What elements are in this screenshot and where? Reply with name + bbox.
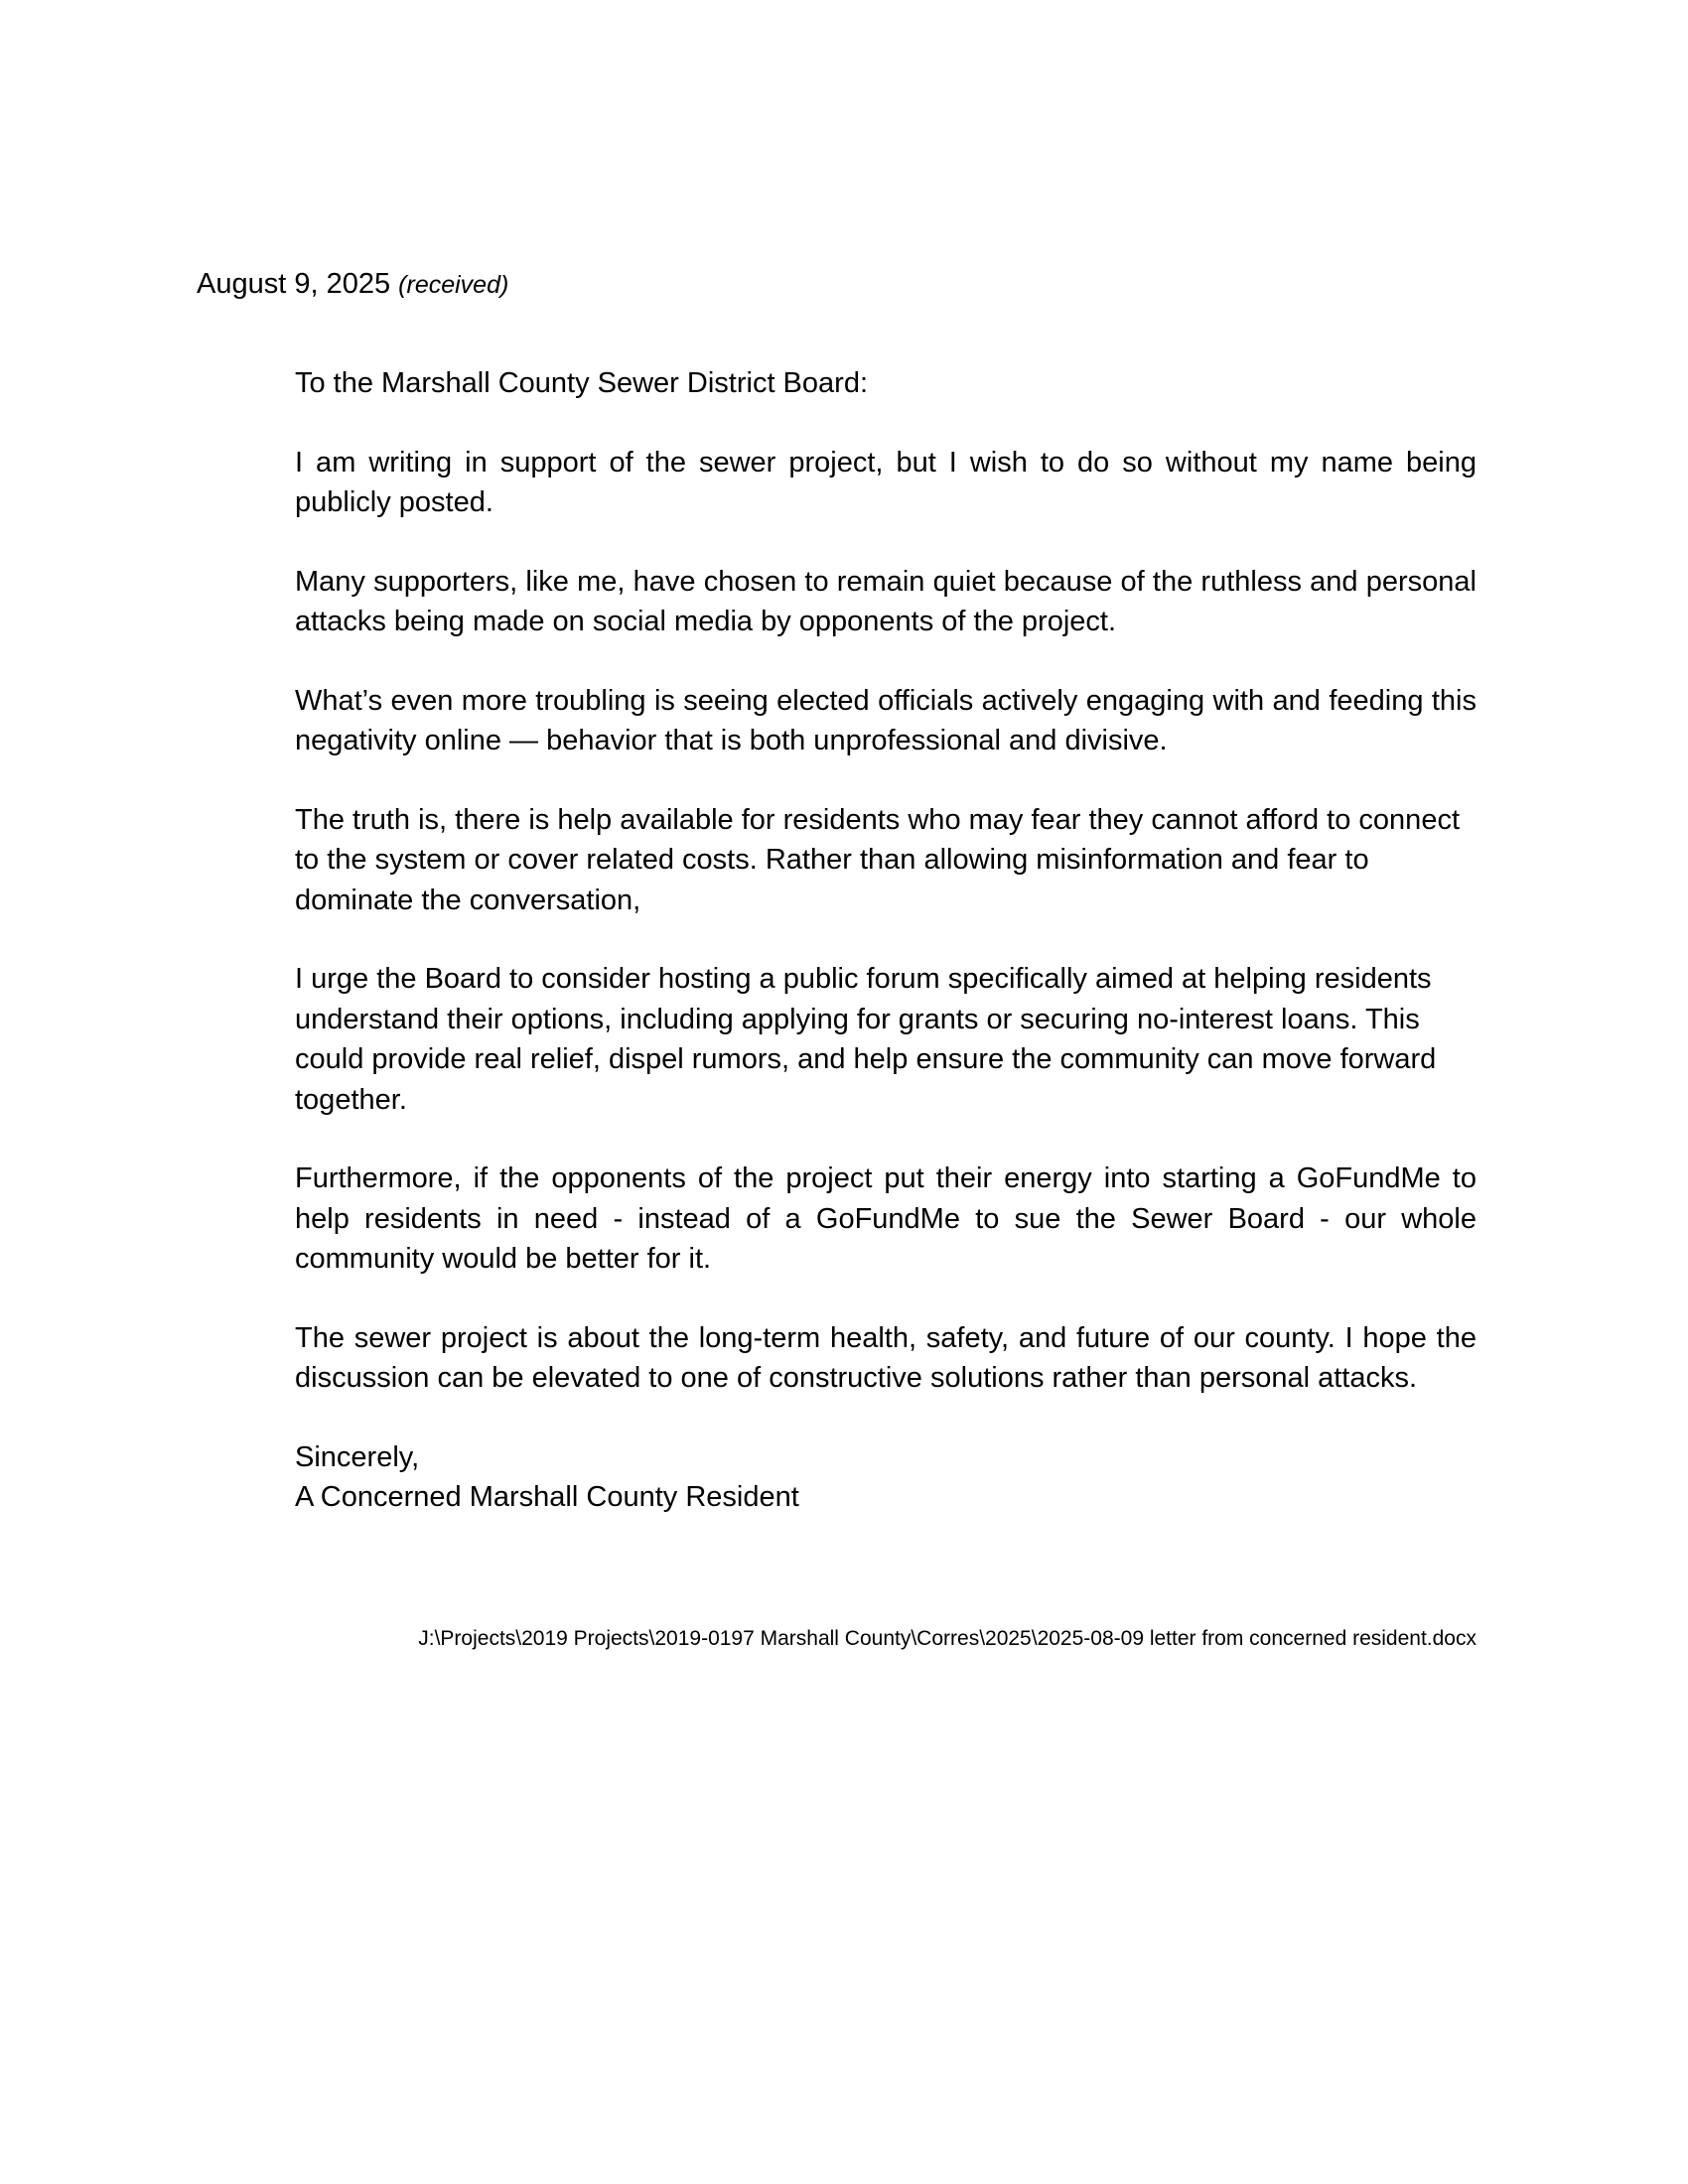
file-path-footer: J:\Projects\2019 Projects\2019-0197 Marshall County\Corres\2025\2025-08-09 letter from concerned resident.docx <box>418 1627 1477 1650</box>
paragraph-elected-officials: What’s even more troubling is seeing elected officials actively engaging with and feeding this negativity online — behavior that is both unprofessional and divisive. <box>295 684 1477 756</box>
closing: Sincerely, <box>295 1440 420 1473</box>
paragraph-support: I am writing in support of the sewer project, but I wish to do so without my name being publicly posted. <box>295 446 1477 518</box>
date-received-note: (received) <box>398 271 509 299</box>
signature: A Concerned Marshall County Resident <box>295 1481 799 1513</box>
paragraph-gofundme: Furthermore, if the opponents of the project put their energy into starting a GoFundMe to help residents in need - instead of a GoFundMe to sue the Sewer Board - our whole community would be better for it. <box>295 1162 1477 1275</box>
salutation: To the Marshall County Sewer District Board: <box>295 367 868 399</box>
paragraph-public-forum: I urge the Board to consider hosting a public forum specifically aimed at helping residents understand their options, including applying for grants or securing no-interest loans. This could provide real relief, dispel rumors, and help ensure the community can move forward together. <box>295 963 1437 1116</box>
paragraph-help-available: The truth is, there is help available for residents who may fear they cannot afford to connect to the system or cover related costs. Rather than allowing misinformation and fear to dominate the conversation, <box>295 803 1460 916</box>
paragraph-long-term: The sewer project is about the long-term health, safety, and future of our county. I hope the discussion can be elevated to one of constructive solutions rather than personal attacks. <box>295 1321 1477 1394</box>
letter-body <box>295 363 1477 1518</box>
paragraph-supporters-quiet: Many supporters, like me, have chosen to remain quiet because of the ruthless and personal attacks being made on social media by opponents of the project. <box>295 565 1477 637</box>
letter-date-line <box>197 264 508 305</box>
letter-date: August 9, 2025 <box>197 268 391 300</box>
